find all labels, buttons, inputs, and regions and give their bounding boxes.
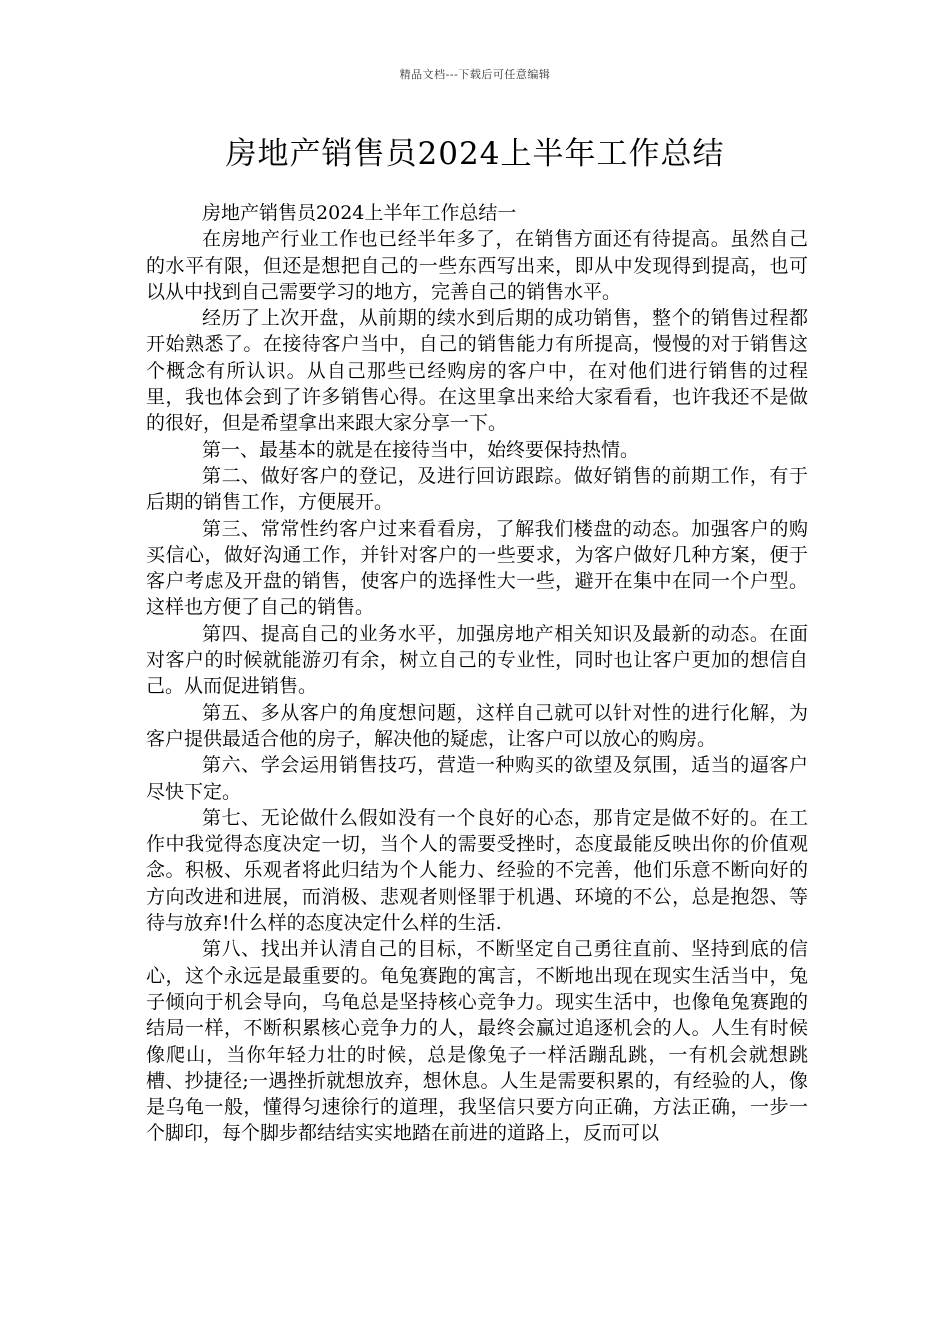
paragraph: 第四、提高自己的业务水平，加强房地产相关知识及最新的动态。在面对客户的时候就能游刃有余，树立自己的专业性，同时也让客户更加的想信自己。从而促进销售。 bbox=[146, 622, 808, 698]
paragraph: 第三、常常性约客户过来看看房，了解我们楼盘的动态。加强客户的购买信心，做好沟通工作，并针对客户的一些要求，为客户做好几种方案，便于客户考虑及开盘的销售，使客户的选择性大一些，避开在集中在同一个户型。这样也方便了自己的销售。 bbox=[146, 517, 808, 619]
paragraph: 第五、多从客户的角度想问题，这样自己就可以针对性的进行化解，为客户提供最适合他的房子，解决他的疑虑，让客户可以放心的购房。 bbox=[146, 701, 808, 750]
paragraph: 经历了上次开盘，从前期的续水到后期的成功销售，整个的销售过程都开始熟悉了。在接待客户当中，自己的销售能力有所提高，慢慢的对于销售这个概念有所认识。从自己那些已经购房的客户中，在对他们进行销售的过程里，我也体会到了许多销售心得。在这里拿出来给大家看看，也许我还不是做的很好，但是希望拿出来跟大家分享一下。 bbox=[146, 307, 808, 435]
paragraph: 第七、无论做什么假如没有一个良好的心态，那肯定是做不好的。在工作中我觉得态度决定一切，当个人的需要受挫时，态度最能反映出你的价值观念。积极、乐观者将此归结为个人能力、经验的不完善，他们乐意不断向好的方向改进和进展，而消极、悲观者则怪罪于机遇、环境的不公，总是抱怨、等待与放弃!什么样的态度决定什么样的生活. bbox=[146, 806, 808, 935]
paragraph: 第二、做好客户的登记，及进行回访跟踪。做好销售的前期工作，有于后期的销售工作，方便展开。 bbox=[146, 464, 808, 514]
paragraph: 在房地产行业工作也已经半年多了，在销售方面还有待提高。虽然自己的水平有限，但还是想把自己的一些东西写出来，即从中发现得到提高，也可以从中找到自己需要学习的地方，完善自己的销售水平。 bbox=[146, 228, 808, 303]
paragraph-subtitle: 房地产销售员2024上半年工作总结一 bbox=[202, 202, 517, 224]
paragraph: 第八、找出并认清自己的目标，不断坚定自己勇往直前、坚持到底的信心，这个永远是最重要的。龟兔赛跑的寓言，不断地出现在现实生活当中，兔子倾向于机会导向，乌龟总是坚持核心竞争力。现实生活中，也像龟兔赛跑的结局一样，不断积累核心竞争力的人，最终会赢过追逐机会的人。人生有时候像爬山，当你年轻力壮的时候，总是像兔子一样活蹦乱跳，一有机会就想跳槽、抄捷径;一遇挫折就想放弃，想休息。人生是需要积累的，有经验的人，像是乌龟一般，懂得匀速徐行的道理，我坚信只要方向正确，方法正确，一步一个脚印，每个脚步都结结实实地踏在前进的道路上，反而可以 bbox=[146, 938, 808, 1145]
header-note: 精品文档---下载后可任意编辑 bbox=[399, 68, 551, 81]
paragraph: 第六、学会运用销售技巧，营造一种购买的欲望及氛围，适当的逼客户尽快下定。 bbox=[146, 754, 808, 803]
paragraph: 第一、最基本的就是在接待当中，始终要保持热情。 bbox=[202, 438, 640, 461]
document-title: 房地产销售员2024上半年工作总结 bbox=[225, 136, 725, 172]
document-body bbox=[146, 200, 808, 1147]
